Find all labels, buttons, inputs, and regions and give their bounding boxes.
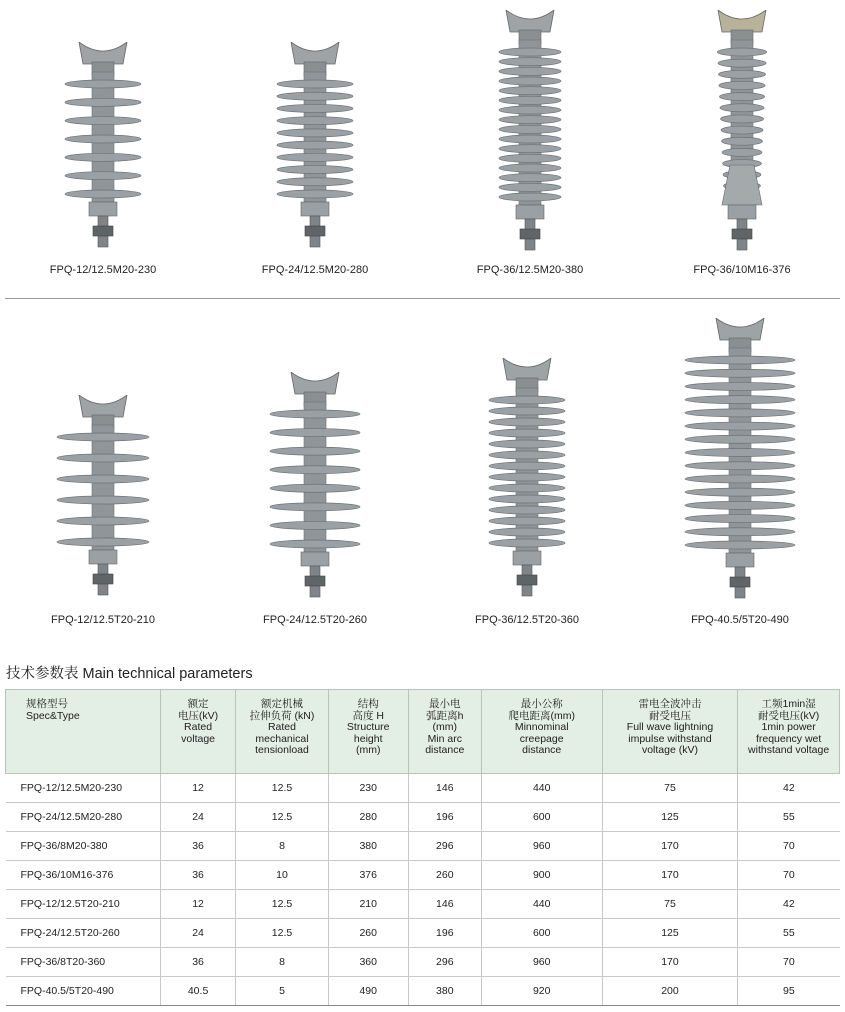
table-cell: 36 (160, 832, 236, 861)
insulator-shed (718, 70, 765, 78)
table-cell: 36 (160, 861, 236, 890)
table-cell: 125 (602, 803, 738, 832)
table-cell: 146 (408, 890, 481, 919)
header-line: 爬电距离(mm) (508, 709, 575, 722)
insulator-shed (499, 48, 561, 56)
table-cell: FPQ-36/8T20-360 (6, 948, 161, 977)
table-header-cell (408, 690, 481, 774)
bottom-fitting (89, 202, 117, 216)
table-cell: 10 (236, 861, 328, 890)
header-line: distance (425, 744, 465, 756)
top-fitting (716, 318, 764, 340)
nut (305, 226, 325, 236)
insulator-shed (57, 433, 149, 441)
insulator-shed (685, 422, 795, 430)
section-divider (5, 298, 840, 299)
table-body (6, 774, 840, 1006)
table-row (6, 977, 840, 1006)
bottom-fitting (89, 550, 117, 564)
table-cell: 210 (328, 890, 408, 919)
insulator-shed (270, 410, 360, 418)
insulator-shed (499, 193, 561, 201)
table-cell: 196 (408, 919, 481, 948)
table-cell: FPQ-12/12.5M20-230 (6, 774, 161, 803)
table-cell: 196 (408, 803, 481, 832)
table-header-cell (328, 690, 408, 774)
insulator-shed (57, 517, 149, 525)
insulator-shed (277, 166, 353, 174)
insulator-shed (489, 407, 565, 415)
insulator-shed (685, 356, 795, 364)
insulator-shed (270, 503, 360, 511)
table-header-cell (481, 690, 602, 774)
header-line: Minnominal (514, 721, 569, 733)
insulator-shed (685, 462, 795, 470)
table-cell: 260 (408, 861, 481, 890)
product-caption: FPQ-24/12.5M20-280 (261, 264, 369, 276)
insulator-shed (489, 528, 565, 536)
insulator-shed (65, 190, 141, 198)
insulator-image (215, 372, 415, 607)
table-cell: 70 (738, 948, 840, 977)
table-cell: 70 (738, 861, 840, 890)
insulator-shed (270, 521, 360, 529)
table-row (6, 919, 840, 948)
header-line: impulse withstand (628, 732, 712, 745)
table-row (6, 861, 840, 890)
insulator-shed (499, 174, 561, 182)
bottom-fitting (301, 202, 329, 216)
insulator-shed (499, 183, 561, 191)
table-cell: 42 (738, 890, 840, 919)
header-line: distance (522, 744, 562, 756)
insulator-shed (65, 80, 141, 88)
top-fitting (79, 42, 127, 64)
table-cell: 55 (738, 919, 840, 948)
insulator-shed (489, 517, 565, 525)
table-cell: 260 (328, 919, 408, 948)
insulator-shed (685, 409, 795, 417)
table-cell: FPQ-36/10M16-376 (6, 861, 161, 890)
table-cell: 146 (408, 774, 481, 803)
table-cell: FPQ-24/12.5T20-260 (6, 919, 161, 948)
insulator-shed (499, 106, 561, 114)
header-line: Structure (346, 721, 390, 733)
header-line: 工频1min湿 (761, 698, 816, 710)
header-line: Spec&Type (26, 709, 80, 722)
table-cell: FPQ-24/12.5M20-280 (6, 803, 161, 832)
table-cell: 900 (481, 861, 602, 890)
insulator-shed (722, 148, 762, 156)
header-line: withstand voltage (748, 744, 830, 756)
header-line: Rated (267, 721, 296, 733)
insulator-shed (685, 541, 795, 549)
insulator-shed (499, 145, 561, 153)
insulator-shed (57, 475, 149, 483)
top-fitting (79, 395, 127, 417)
header-line: (mm) (432, 721, 458, 733)
insulator-shed (277, 190, 353, 198)
header-line: 额定机械 (260, 698, 303, 710)
insulator-image (427, 358, 627, 606)
table-cell: 12 (160, 774, 236, 803)
insulator-shed (489, 495, 565, 503)
nut (732, 229, 752, 239)
bottom-flange (722, 165, 762, 205)
table-cell: 24 (160, 803, 236, 832)
insulator-shed (499, 125, 561, 133)
insulator-shed (277, 178, 353, 186)
insulator-shed (685, 475, 795, 483)
insulator-shed (277, 117, 353, 125)
insulator-shed (718, 59, 766, 67)
table-cell: 12.5 (236, 890, 328, 919)
header-line: 雷电全波冲击 (638, 698, 702, 710)
header-line: 最小公称 (520, 698, 563, 710)
header-line: voltage (kV) (641, 744, 698, 756)
table-cell: 55 (738, 803, 840, 832)
insulator-shed (685, 382, 795, 390)
table-cell: 5 (236, 977, 328, 1006)
table-row (6, 774, 840, 803)
insulator-shed (685, 488, 795, 496)
product-caption: FPQ-36/10M16-376 (693, 264, 791, 276)
header-line: 结构 (357, 698, 379, 710)
insulator-shed (489, 484, 565, 492)
insulator-shed (499, 116, 561, 124)
header-line: Rated (184, 721, 213, 733)
table-cell: 75 (602, 774, 738, 803)
header-line: 规格型号 (26, 698, 68, 710)
table-row (6, 803, 840, 832)
insulator-shed (57, 496, 149, 504)
insulator-shed (489, 462, 565, 470)
table-cell: 12.5 (236, 919, 328, 948)
product-caption: FPQ-40.5/5T20-490 (691, 614, 789, 626)
insulator-core (92, 425, 114, 550)
header-line: 弧距离h (426, 709, 464, 722)
insulator-shed (685, 435, 795, 443)
insulator-shed (277, 80, 353, 88)
technical-parameters-table (5, 689, 840, 1006)
insulator-shed (721, 137, 762, 145)
table-cell: 376 (328, 861, 408, 890)
table-cell: 40.5 (160, 977, 236, 1006)
table-cell: 440 (481, 890, 602, 919)
table-row (6, 948, 840, 977)
table-cell: 170 (602, 832, 738, 861)
product-caption: FPQ-12/12.5M20-230 (49, 264, 157, 276)
header-line: tensionload (255, 744, 309, 756)
table-cell: 360 (328, 948, 408, 977)
table-cell: 24 (160, 919, 236, 948)
insulator-shed (499, 154, 561, 162)
table-cell: 12.5 (236, 803, 328, 832)
header-line: 最小电 (429, 698, 461, 710)
insulator-shed (489, 539, 565, 547)
insulator-shed (685, 396, 795, 404)
insulator-shed (719, 93, 764, 101)
insulator-shed (277, 104, 353, 112)
product-caption: FPQ-36/12.5M20-380 (476, 264, 584, 276)
nut (520, 229, 540, 239)
bottom-fitting (513, 551, 541, 565)
table-cell: 42 (738, 774, 840, 803)
header-line: 高度 H (352, 709, 384, 722)
insulator-shed (277, 153, 353, 161)
bottom-fitting (301, 552, 329, 566)
header-line: creepage (519, 732, 564, 745)
insulator-shed (489, 429, 565, 437)
insulator-shed (721, 126, 763, 134)
insulator-shed (720, 104, 764, 112)
top-fitting (291, 42, 339, 64)
insulator-shed (65, 135, 141, 143)
insulator-shed (270, 447, 360, 455)
header-line: Min arc (427, 732, 462, 745)
insulator-shed (489, 440, 565, 448)
insulator-shed (270, 429, 360, 437)
top-fitting (291, 372, 339, 394)
product-caption: FPQ-12/12.5T20-210 (51, 614, 155, 626)
insulator-shed (685, 501, 795, 509)
table-cell: 170 (602, 861, 738, 890)
header-line: 额定 (187, 698, 209, 710)
product-caption: FPQ-36/12.5T20-360 (475, 614, 579, 626)
insulator-shed (499, 77, 561, 85)
product-caption: FPQ-24/12.5T20-260 (263, 614, 367, 626)
header-line: voltage (181, 732, 215, 745)
table-cell: 170 (602, 948, 738, 977)
header-line: (mm) (355, 744, 381, 756)
table-cell: 600 (481, 919, 602, 948)
insulator-shed (719, 81, 765, 89)
insulator-shed (499, 67, 561, 75)
table-cell: 380 (408, 977, 481, 1006)
insulator-shed (65, 153, 141, 161)
top-fitting (503, 358, 551, 380)
insulator-shed (270, 540, 360, 548)
table-cell: FPQ-40.5/5T20-490 (6, 977, 161, 1006)
table-header-row (6, 690, 840, 774)
table-header-cell (602, 690, 738, 774)
insulator-shed (270, 466, 360, 474)
table-cell: FPQ-12/12.5T20-210 (6, 890, 161, 919)
table-header-cell (6, 690, 161, 774)
table-cell: 280 (328, 803, 408, 832)
top-fitting (718, 10, 766, 32)
insulator-image (3, 395, 203, 605)
header-line: mechanical (255, 732, 309, 745)
nut (730, 577, 750, 587)
nut (305, 576, 325, 586)
table-row (6, 890, 840, 919)
table-cell: 230 (328, 774, 408, 803)
bottom-fitting (726, 553, 754, 567)
bottom-fitting (516, 205, 544, 219)
header-line: 1min power (761, 721, 816, 733)
table-cell: 600 (481, 803, 602, 832)
table-cell: 12.5 (236, 774, 328, 803)
insulator-shed (499, 58, 561, 66)
table-cell: 296 (408, 832, 481, 861)
table-cell: 200 (602, 977, 738, 1006)
table-cell: 95 (738, 977, 840, 1006)
header-line: 耐受电压(kV) (758, 709, 820, 722)
header-line: 电压(kV) (177, 709, 219, 722)
table-cell: 380 (328, 832, 408, 861)
table-row (6, 832, 840, 861)
insulator-shed (277, 92, 353, 100)
header-line: Full wave lightning (626, 721, 714, 733)
table-cell: 490 (328, 977, 408, 1006)
table-header-cell (236, 690, 328, 774)
insulator-shed (685, 528, 795, 536)
bottom-fitting (728, 205, 756, 219)
table-header-cell (738, 690, 840, 774)
insulator-shed (717, 48, 766, 56)
insulator-shed (489, 506, 565, 514)
insulator-image (215, 42, 415, 257)
insulator-shed (65, 172, 141, 180)
insulator-shed (685, 515, 795, 523)
header-line: frequency wet (755, 732, 822, 745)
table-cell: 125 (602, 919, 738, 948)
header-line: 拉伸负荷 (kN) (249, 709, 315, 722)
insulator-shed (685, 449, 795, 457)
insulator-shed (65, 98, 141, 106)
table-cell: 70 (738, 832, 840, 861)
insulator-shed (499, 135, 561, 143)
nut (93, 574, 113, 584)
table-cell: 8 (236, 948, 328, 977)
insulator-image (3, 42, 203, 257)
table-cell: 8 (236, 832, 328, 861)
insulator-shed (277, 129, 353, 137)
insulator-shed (489, 473, 565, 481)
insulator-shed (57, 538, 149, 546)
insulator-shed (489, 418, 565, 426)
insulator-shed (277, 141, 353, 149)
table-header-cell (160, 690, 236, 774)
table-cell: 960 (481, 948, 602, 977)
table-cell: 296 (408, 948, 481, 977)
table-cell: 920 (481, 977, 602, 1006)
table-cell: 960 (481, 832, 602, 861)
insulator-shed (499, 164, 561, 172)
insulator-shed (489, 451, 565, 459)
table-cell: 75 (602, 890, 738, 919)
top-fitting (506, 10, 554, 32)
insulator-shed (57, 454, 149, 462)
table-cell: 36 (160, 948, 236, 977)
insulator-shed (270, 484, 360, 492)
insulator-shed (489, 396, 565, 404)
insulator-shed (720, 115, 763, 123)
insulator-image (642, 10, 842, 260)
insulator-image (640, 318, 840, 608)
nut (93, 226, 113, 236)
table-cell: 12 (160, 890, 236, 919)
insulator-shed (499, 96, 561, 104)
insulator-shed (685, 369, 795, 377)
header-line: height (353, 732, 383, 745)
table-cell: 440 (481, 774, 602, 803)
insulator-shed (499, 87, 561, 95)
insulator-shed (65, 117, 141, 125)
table-cell: FPQ-36/8M20-380 (6, 832, 161, 861)
section-title: 技术参数表 Main technical parameters (6, 666, 253, 682)
insulator-image (430, 10, 630, 260)
nut (517, 575, 537, 585)
header-line: 耐受电压 (648, 709, 691, 722)
